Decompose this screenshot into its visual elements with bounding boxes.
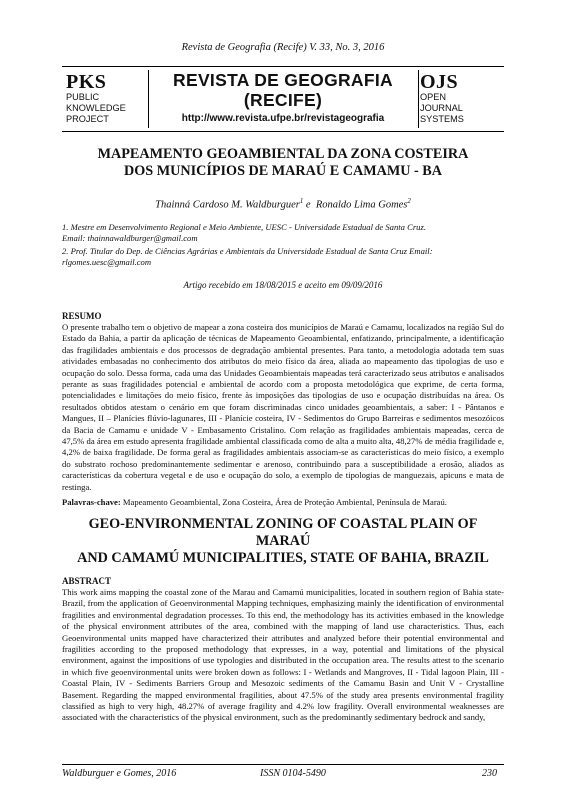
received-accepted-dates: Artigo recebido em 18/08/2015 e aceito em 09/09/2016	[183, 280, 383, 290]
resumo-text: O presente trabalho tem o objetivo de mapear a zona costeira dos municípios de Maraú e Camamu, localizados na região Sul do Estado da Bahia, a partir da aplicação de técnicas de Mapeamento Geoambiental, enfatizando, principalmente, a identificação das fragilidades ambientais e dos processos de degradação ambiental presentes. Para tanto, a metodologia adotada tem suas atividades embasadas no conhecimento dos atributos do meio físico da área, aliada ao mapeamento das tipologias de uso e ocupação do solo. Dessa forma, cada uma das Unidades Geoambientais mapeadas terá caracterizado seus atributos e analisados perante as suas fragilidades potencial e ambiental de acordo com a proposta metodológica que exprime, de certa forma, potencialidades e limitações do meio físico, frente às imposições das tipologias de uso e ocupação distribuídas na área. Os resultados obtidos atestam o cenário em que foram discriminadas cinco unidades geoambientais, a saber: I - Pântanos e Mangues, II – Planícies flúvio-lagunares, III - Planície costeira, IV - Sedimentos do Grupo Barreiras e sedimentos mesozóicos da Bacia de Camamu e unidade V - Embasamento Cristalino. Com relação as fragilidades ambientais mapeadas, cerca de 47,5% da área em estudo apresenta fragilidade ambiental classificada como de alta a muito alta, 48,27% de média fragilidade e, 4,2% de baixa fragilidade. De forma geral as fragilidades ambientais associam-se as características do meio físico, a exemplo do substrato rochoso predominantemente sedimentar e arenoso, contribuindo para a susceptibilidade a erosão, aliados as características da cobertura vegetal e de uso e ocupação do solo, a exemplo de tipologias de manguezais, apicuns e mata de restinga.	[62, 322, 504, 492]
affiliation-2-line-1: 2. Prof. Titular do Dep. de Ciências Agrárias e Ambientais da Universidade Estadual de Santa Cruz Email:	[62, 246, 433, 256]
header-top-rule	[62, 66, 504, 67]
keywords	[62, 497, 504, 507]
author-1-marker: 1	[299, 198, 304, 205]
ojs-logo	[420, 72, 504, 125]
header-bottom-rule	[62, 131, 504, 132]
ojs-line-3: SYSTEMS	[420, 114, 464, 124]
footer-rule	[62, 764, 504, 765]
article-title-en	[62, 516, 504, 567]
affiliation-2-line-2: rlgomes.uesc@gmail.com	[62, 256, 152, 267]
header-divider-left	[148, 70, 149, 128]
affiliation-1-line-1: 1. Mestre em Desenvolvimento Regional e Meio Ambiente, UESC - Universidade Estadual de Santa Cruz.	[62, 222, 426, 232]
journal-url-link[interactable]: http://www.revista.ufpe.br/revistageografia	[181, 113, 385, 124]
authors	[62, 198, 504, 211]
author-separator: e	[303, 199, 316, 211]
ojs-line-2: JOURNAL	[420, 103, 463, 113]
keywords-label: Palavras-chave:	[62, 497, 121, 507]
footer-authors: Waldburguer e Gomes, 2016	[62, 768, 177, 779]
article-title-en-line-2: AND CAMAMÚ MUNICIPALITIES, STATE OF BAHIA, BRAZIL	[77, 550, 489, 566]
article-title-en-line-1: GEO-ENVIRONMENTAL ZONING OF COASTAL PLAIN OF MARAÚ	[88, 516, 478, 549]
journal-name-line-1: REVISTA DE GEOGRAFIA	[173, 70, 393, 90]
affiliation-2	[62, 246, 504, 267]
journal-name-line-2: (RECIFE)	[243, 90, 323, 110]
author-2: Ronaldo Lima Gomes	[315, 199, 408, 211]
footer-issn: ISSN 0104-5490	[260, 768, 326, 779]
affiliation-1-line-2: Email: thainnawaldburger@gmail.com	[62, 232, 198, 243]
pks-abbreviation: PKS	[66, 71, 107, 93]
pks-logo	[66, 72, 146, 125]
ojs-abbreviation: OJS	[420, 71, 459, 93]
author-2-marker: 2	[407, 198, 411, 205]
abstract-text: This work aims mapping the coastal zone of the Marau and Camamú municipalities, located in southern region of Bahia state-Brazil, from the application of Geoenvironmental Mapping techniques, emphasizing mainly the identification of environmental fragilities and environmental degradation processes. To this end, the methodology has its activities embased in the knowledge of the physical environment attributes of the area, combined with the mapping of land use characteristics. Thus, each Geoenvironmental units mapped have characterized their attributes and analyzed before their potential environmental and fragilities according to the proposed methodology that expresses, in a way, potential and limitations of the physical environment, against the impositions of use typologies and distributed in the occupation area. The results attest to the scenario in which five geoenvironmental units were broken down as follows: I - Wetlands and Mangroves, II - Tidal lagoon Plain, III - Coastal Plain, IV - Sediments Barriers Group and Mesozoic sediments of the Camamu Basin and Unit V - Crystalline Basement. Regarding the mapped environmental fragilities, about 47.5% of the study area presents environmental fragility classified as high to very high, 48.27% of average fragility and 4.2% low fragility. Overall environmental weaknesses are associated with the characteristics of the physical environment, such as the predominantly sedimentary bedrock and sandy,	[62, 587, 504, 723]
page-number: 230	[482, 768, 497, 779]
article-title-pt-line-1: MAPEAMENTO GEOAMBIENTAL DA ZONA COSTEIRA	[97, 146, 469, 162]
author-1: Thainná Cardoso M. Waldburguer	[155, 199, 300, 211]
resumo-heading: RESUMO	[62, 311, 102, 321]
ojs-line-1: OPEN	[420, 92, 447, 102]
keywords-text: Mapeamento Geoambiental, Zona Costeira, Área de Proteção Ambiental, Península de Maraú.	[120, 497, 447, 507]
pks-line-1: PUBLIC	[66, 92, 100, 102]
article-title-pt	[62, 146, 504, 180]
header-divider-right	[418, 70, 419, 128]
article-title-pt-line-2: DOS MUNICÍPIOS DE MARAÚ E CAMAMU - BA	[123, 163, 443, 179]
journal-citation: Revista de Geografia (Recife) V. 33, No. 3, 2016	[181, 42, 385, 53]
abstract-heading: ABSTRACT	[62, 576, 112, 586]
pks-line-3: PROJECT	[66, 114, 109, 124]
journal-name	[150, 70, 416, 110]
affiliation-1	[62, 222, 504, 243]
pks-line-2: KNOWLEDGE	[66, 103, 126, 113]
